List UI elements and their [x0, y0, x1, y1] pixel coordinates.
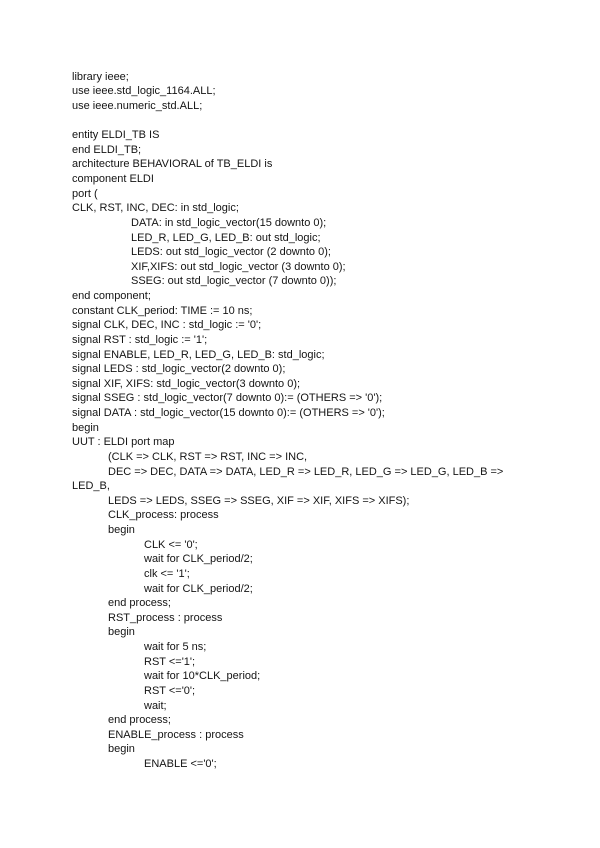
code-line: DATA: in std_logic_vector(15 downto 0); — [131, 216, 327, 229]
code-line: UUT : ELDI port map — [72, 436, 175, 449]
code-line: LED_B, — [72, 480, 110, 493]
code-line: ENABLE_process : process — [108, 728, 244, 741]
code-line: LED_R, LED_G, LED_B: out std_logic; — [131, 231, 321, 244]
vhdl-code-block — [72, 70, 572, 772]
code-line: component ELDI — [72, 173, 154, 186]
code-line: end process; — [108, 714, 171, 727]
code-line: signal XIF, XIFS: std_logic_vector(3 downto 0); — [72, 377, 301, 390]
code-line: clk <= '1'; — [144, 567, 190, 580]
code-line: begin — [108, 743, 135, 756]
code-line: SSEG: out std_logic_vector (7 downto 0)); — [131, 275, 337, 288]
code-line: CLK_process: process — [108, 509, 219, 522]
code-line: RST_process : process — [108, 611, 223, 624]
code-line: DEC => DEC, DATA => DATA, LED_R => LED_R, LED_G => LED_G, LED_B => — [108, 465, 504, 478]
code-line: constant CLK_period: TIME := 10 ns; — [72, 304, 253, 317]
code-line: LEDS: out std_logic_vector (2 downto 0); — [131, 246, 331, 259]
code-line: (CLK => CLK, RST => RST, INC => INC, — [108, 450, 308, 463]
code-line: begin — [108, 524, 135, 537]
code-line: RST <='0'; — [144, 684, 196, 697]
code-line: use ieee.numeric_std.ALL; — [72, 99, 203, 112]
code-line: CLK <= '0'; — [144, 538, 198, 551]
code-line: use ieee.std_logic_1164.ALL; — [72, 85, 216, 98]
blank-line — [72, 114, 572, 129]
code-line: XIF,XIFS: out std_logic_vector (3 downto 0); — [131, 260, 346, 273]
code-line: signal ENABLE, LED_R, LED_G, LED_B: std_logic; — [72, 348, 325, 361]
code-line: CLK, RST, INC, DEC: in std_logic; — [72, 202, 239, 215]
code-line: wait for CLK_period/2; — [144, 553, 253, 566]
code-line: port ( — [72, 187, 98, 200]
code-line: RST <='1'; — [144, 655, 196, 668]
code-line: signal LEDS : std_logic_vector(2 downto 0); — [72, 363, 286, 376]
code-line: signal RST : std_logic := '1'; — [72, 333, 208, 346]
code-line: begin — [108, 626, 135, 639]
code-line: wait; — [144, 699, 167, 712]
code-line: architecture BEHAVIORAL of TB_ELDI is — [72, 158, 273, 171]
code-line: library ieee; — [72, 70, 129, 83]
code-line: entity ELDI_TB IS — [72, 129, 160, 142]
code-line: wait for CLK_period/2; — [144, 582, 253, 595]
code-line: end component; — [72, 290, 151, 303]
code-line: signal SSEG : std_logic_vector(7 downto 0):= (OTHERS => '0'); — [72, 392, 383, 405]
code-line: signal CLK, DEC, INC : std_logic := '0'; — [72, 319, 262, 332]
code-line: ENABLE <='0'; — [144, 758, 217, 771]
code-line: signal DATA : std_logic_vector(15 downto 0):= (OTHERS => '0'); — [72, 407, 385, 420]
code-line: LEDS => LEDS, SSEG => SSEG, XIF => XIF, XIFS => XIFS); — [108, 494, 410, 507]
code-line: begin — [72, 421, 99, 434]
code-line: wait for 10*CLK_period; — [144, 670, 261, 683]
code-line: end ELDI_TB; — [72, 143, 142, 156]
code-line: wait for 5 ns; — [144, 641, 207, 654]
code-line: end process; — [108, 597, 171, 610]
